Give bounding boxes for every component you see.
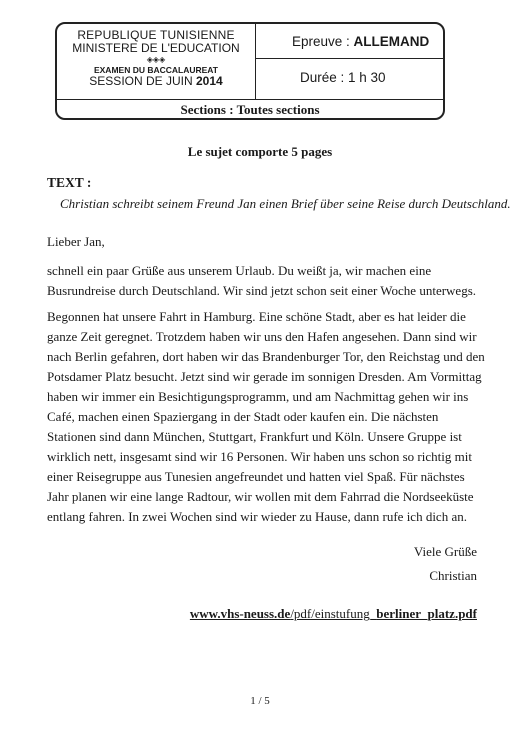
- source-path: /pdf/einstufung_: [290, 606, 377, 621]
- source-domain: www.vhs-neuss.de: [189, 606, 291, 621]
- exam-name: EXAMEN DU BACCALAUREAT: [93, 65, 219, 75]
- ministry-line: MINISTERE DE L'EDUCATION: [72, 41, 240, 55]
- session-line: [57, 75, 255, 88]
- epreuve-value: ALLEMAND: [353, 34, 430, 49]
- diamond-ornament-icon: ◈◈◈: [146, 55, 166, 64]
- sections-line: Sections : Toutes sections: [57, 99, 443, 118]
- letter-paragraph-2: Begonnen hat unsere Fahrt in Hamburg. Eine schöne Stadt, aber es hat leider die ganze Zeit geregnet. Trotzdem haben wir uns den Hafen angesehen. Dann sind wir nach Berlin gefahren, dort haben wir das Brandenburger Tor, den Reichstag und den Potsdamer Platz besucht. Jetzt sind wir gerade im sonnigen Dresden. Am Vormittag haben wir immer ein Besichtigungsprogramm, und am Nachmittag gehen wir ins Café, machen einen Spaziergang in der Stadt oder kaufen ein. Die nächsten Stationen sind dann München, Stuttgart, Frankfurt und Köln. Unsere Gruppe ist wirklich nett, insgesamt sind wir 16 Personen. Wir haben uns schon so richtig mit einer Reisegruppe aus Tunesien angefreundet und hatten viel Spaß. Für nächstes Jahr planen wir eine lange Radtour, wir wollen mit dem Fahrrad die Nordseeküste entlang fahren. In zwei Wochen sind wir wieder zu Hause, dann rufe ich dich an.: [47, 309, 485, 524]
- source-link[interactable]: [190, 606, 477, 622]
- page-number: 1 / 5: [250, 695, 270, 707]
- letter-paragraph-1: schnell ein paar Grüße aus unserem Urlaub. Du weißt ja, wir machen eine Busrundreise durch Deutschland. Wir sind jetzt schon seit einer Woche unterwegs.: [47, 263, 477, 298]
- session-prefix: SESSION DE JUIN: [89, 74, 196, 88]
- header-subject: [256, 24, 443, 99]
- source-file: berliner_platz.pdf: [376, 606, 477, 621]
- session-year: 2014: [195, 74, 223, 88]
- header-institution: [57, 24, 256, 99]
- letter-closing: Viele Grüße: [413, 544, 477, 559]
- letter-greeting: Lieber Jan,: [47, 234, 105, 249]
- exam-header: [55, 22, 445, 120]
- country-line: REPUBLIQUE TUNISIENNE: [77, 28, 235, 42]
- text-heading: TEXT :: [47, 175, 92, 190]
- pages-note: Le sujet comporte 5 pages: [187, 144, 333, 159]
- epreuve-line: [292, 34, 429, 49]
- intro-sentence: Christian schreibt seinem Freund Jan einen Brief über seine Reise durch Deutschland.: [60, 196, 511, 211]
- epreuve-label: Epreuve :: [292, 34, 354, 49]
- header-divider: [256, 58, 443, 59]
- letter-signature: Christian: [429, 568, 477, 583]
- duration: Durée : 1 h 30: [300, 70, 386, 85]
